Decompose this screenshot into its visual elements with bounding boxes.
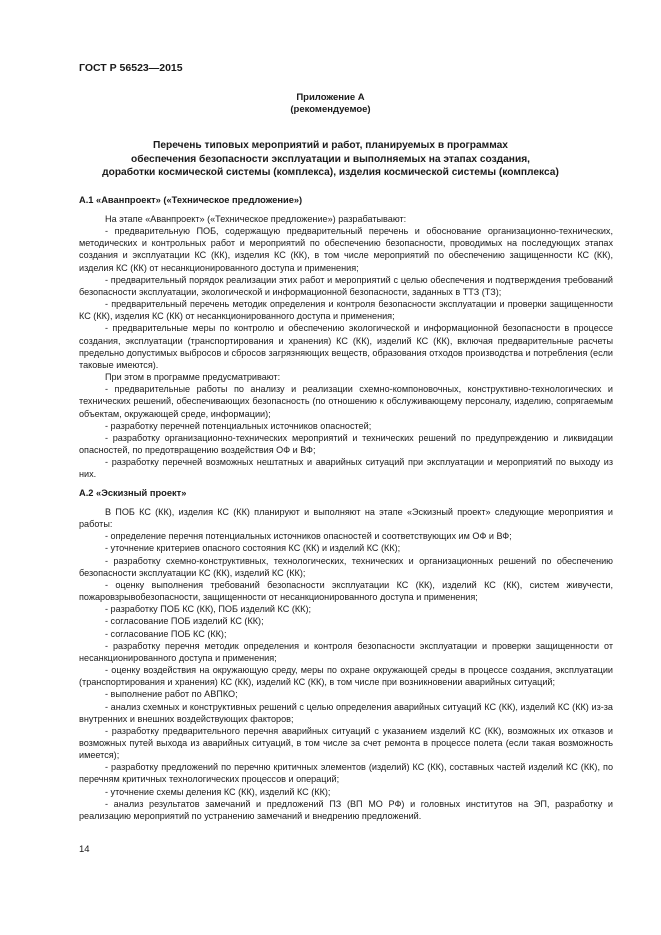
paragraph: - уточнение схемы деления КС (КК), изделий КС (КК); (105, 786, 331, 797)
paragraph: - разработку перечня методик определения и контроля безопасности эксплуатации и проверки защищенности от несанкционированного доступа и применения; (79, 640, 613, 663)
paragraph: - оценку воздействия на окружающую среду, меры по охране окружающей среды в процессе создания, эксплуатации (транспортирования и хранения) КС (КК), изделий КС (КК), в том числе при возникновении аварийных ситуаций; (79, 665, 613, 688)
paragraph: В ПОБ КС (КК), изделия КС (КК) планируют и выполняют на этапе «Эскизный проект» следующие мероприятия и работы: (79, 507, 613, 530)
paragraph: - разработку предложений по перечню критичных элементов (изделий) КС (КК), составных частей изделий КС (КК), по перечням критичных технологических процессов и операций; (79, 762, 613, 785)
page-number: 14 (79, 844, 90, 855)
paragraph: - предварительный перечень методик определения и контроля безопасности эксплуатации и проверки защищенности КС (КК), изделия КС (КК) от несанкционированного доступа и применения; (79, 299, 613, 322)
paragraph: - выполнение работ по АВПКО; (105, 689, 238, 700)
paragraph: - предварительные работы по анализу и реализации схемно-компоновочных, конструктивно-технологических и технических решений, обеспечивающих безопасность (по отношению к обслуживающему персоналу, изделию, сопрягаемым объектам, окружающей среде, информации); (79, 384, 613, 419)
paragraph: - согласование ПОБ изделий КС (КК); (105, 616, 264, 627)
paragraph: - оценку выполнения требований безопасности эксплуатации КС (КК), изделий КС (КК), систем живучести, пожаровзрывобезопасности, защищенности от несанкционированного доступа и применения; (79, 579, 613, 603)
title-line-3: доработки космической системы (комплекса), изделия космической системы (комплекса) (102, 167, 559, 179)
paragraph: - разработку схемно-конструктивных, технологических, технических и организационных решений по обеспечению безопасности эксплуатации КС (КК), изделий КС (КК); (79, 555, 613, 578)
section-a2-heading: А.2 «Эскизный проект» (79, 488, 187, 498)
paragraph: - предварительный порядок реализации этих работ и мероприятий с целью обеспечения и подтверждения требований безопасности эксплуатации, экологической и информационной безопасности, заданных в ТТЗ (ТЗ); (79, 274, 613, 297)
section-a1 (79, 194, 613, 480)
paragraph: - определение перечня потенциальных источников опасностей и соответствующих им ОФ и ВФ; (105, 531, 512, 542)
title-line-2: обеспечения безопасности эксплуатации и выполняемых на этапах создания, (131, 153, 530, 165)
paragraph: На этапе «Аванпроект» («Техническое предложение») разрабатывают: (105, 214, 407, 224)
section-a1-heading: А.1 «Аванпроект» («Техническое предложение») (79, 195, 303, 205)
paragraph: - предварительные меры по контролю и обеспечению экологической и информационной безопасности в процессе создания, эксплуатации (транспортирования и хранения) КС (КК), изделий КС (КК), включая предварительные расчеты предельно допустимых выбросов и сбросов загрязняющих веществ, образования отходов производства и потребления (если таковые имеются). (79, 323, 613, 370)
section-a2 (79, 487, 613, 822)
paragraph: - согласование ПОБ КС (КК); (105, 628, 227, 639)
paragraph: - разработку предварительного перечня аварийных ситуаций с указанием изделий КС (КК), возможных их отказов и возможных путей выхода из аварийных ситуаций, в том числе за счет ремонта в процессе полета (если такая возможность имеется); (79, 725, 613, 761)
paragraph: - разработку ПОБ КС (КК), ПОБ изделий КС (КК); (105, 604, 312, 615)
paragraph: При этом в программе предусматривают: (105, 372, 281, 383)
document-code: ГОСТ Р 56523—2015 (79, 62, 183, 74)
paragraph: - разработку перечней возможных нештатных и аварийных ситуаций при эксплуатации и мероприятий по выходу из них. (79, 457, 613, 480)
paragraph: - предварительную ПОБ, содержащую предварительный перечень и обоснование организационно-технических, методических и контрольных работ и мероприятий по обеспечению безопасности, проводимых на последующих этапах создания и эксплуатации КС (КК), изделия КС (КК), в том числе мероприятий по обеспечению защищенности КС (КК), изделия КС (КК) от несанкционированного доступа и применения; (79, 226, 613, 273)
paragraph: - анализ результатов замечаний и предложений ПЗ (ВП МО РФ) и головных институтов на ЭП, разработку и реализацию мероприятий по устранению замечаний и внедрению предложений. (79, 798, 613, 821)
appendix-title (60, 139, 601, 180)
appendix-label: Приложение А (296, 92, 365, 103)
paragraph: - уточнение критериев опасного состояния КС (КК) и изделий КС (КК); (105, 543, 401, 554)
paragraph: - анализ схемных и конструктивных решений с целью определения аварийных ситуаций КС (КК), изделий КС (КК) из-за внутренних и внешних воздействующих факторов; (79, 701, 613, 724)
paragraph: - разработку перечней потенциальных источников опасностей; (105, 420, 372, 431)
title-line-1: Перечень типовых мероприятий и работ, планируемых в программах (153, 140, 508, 151)
appendix-status: (рекомендуемое) (290, 104, 371, 115)
paragraph: - разработку организационно-технических мероприятий и технических решений по предупреждению и ликвидации опасностей, по предотвращению воздействия ОФ и ВФ; (79, 432, 613, 455)
